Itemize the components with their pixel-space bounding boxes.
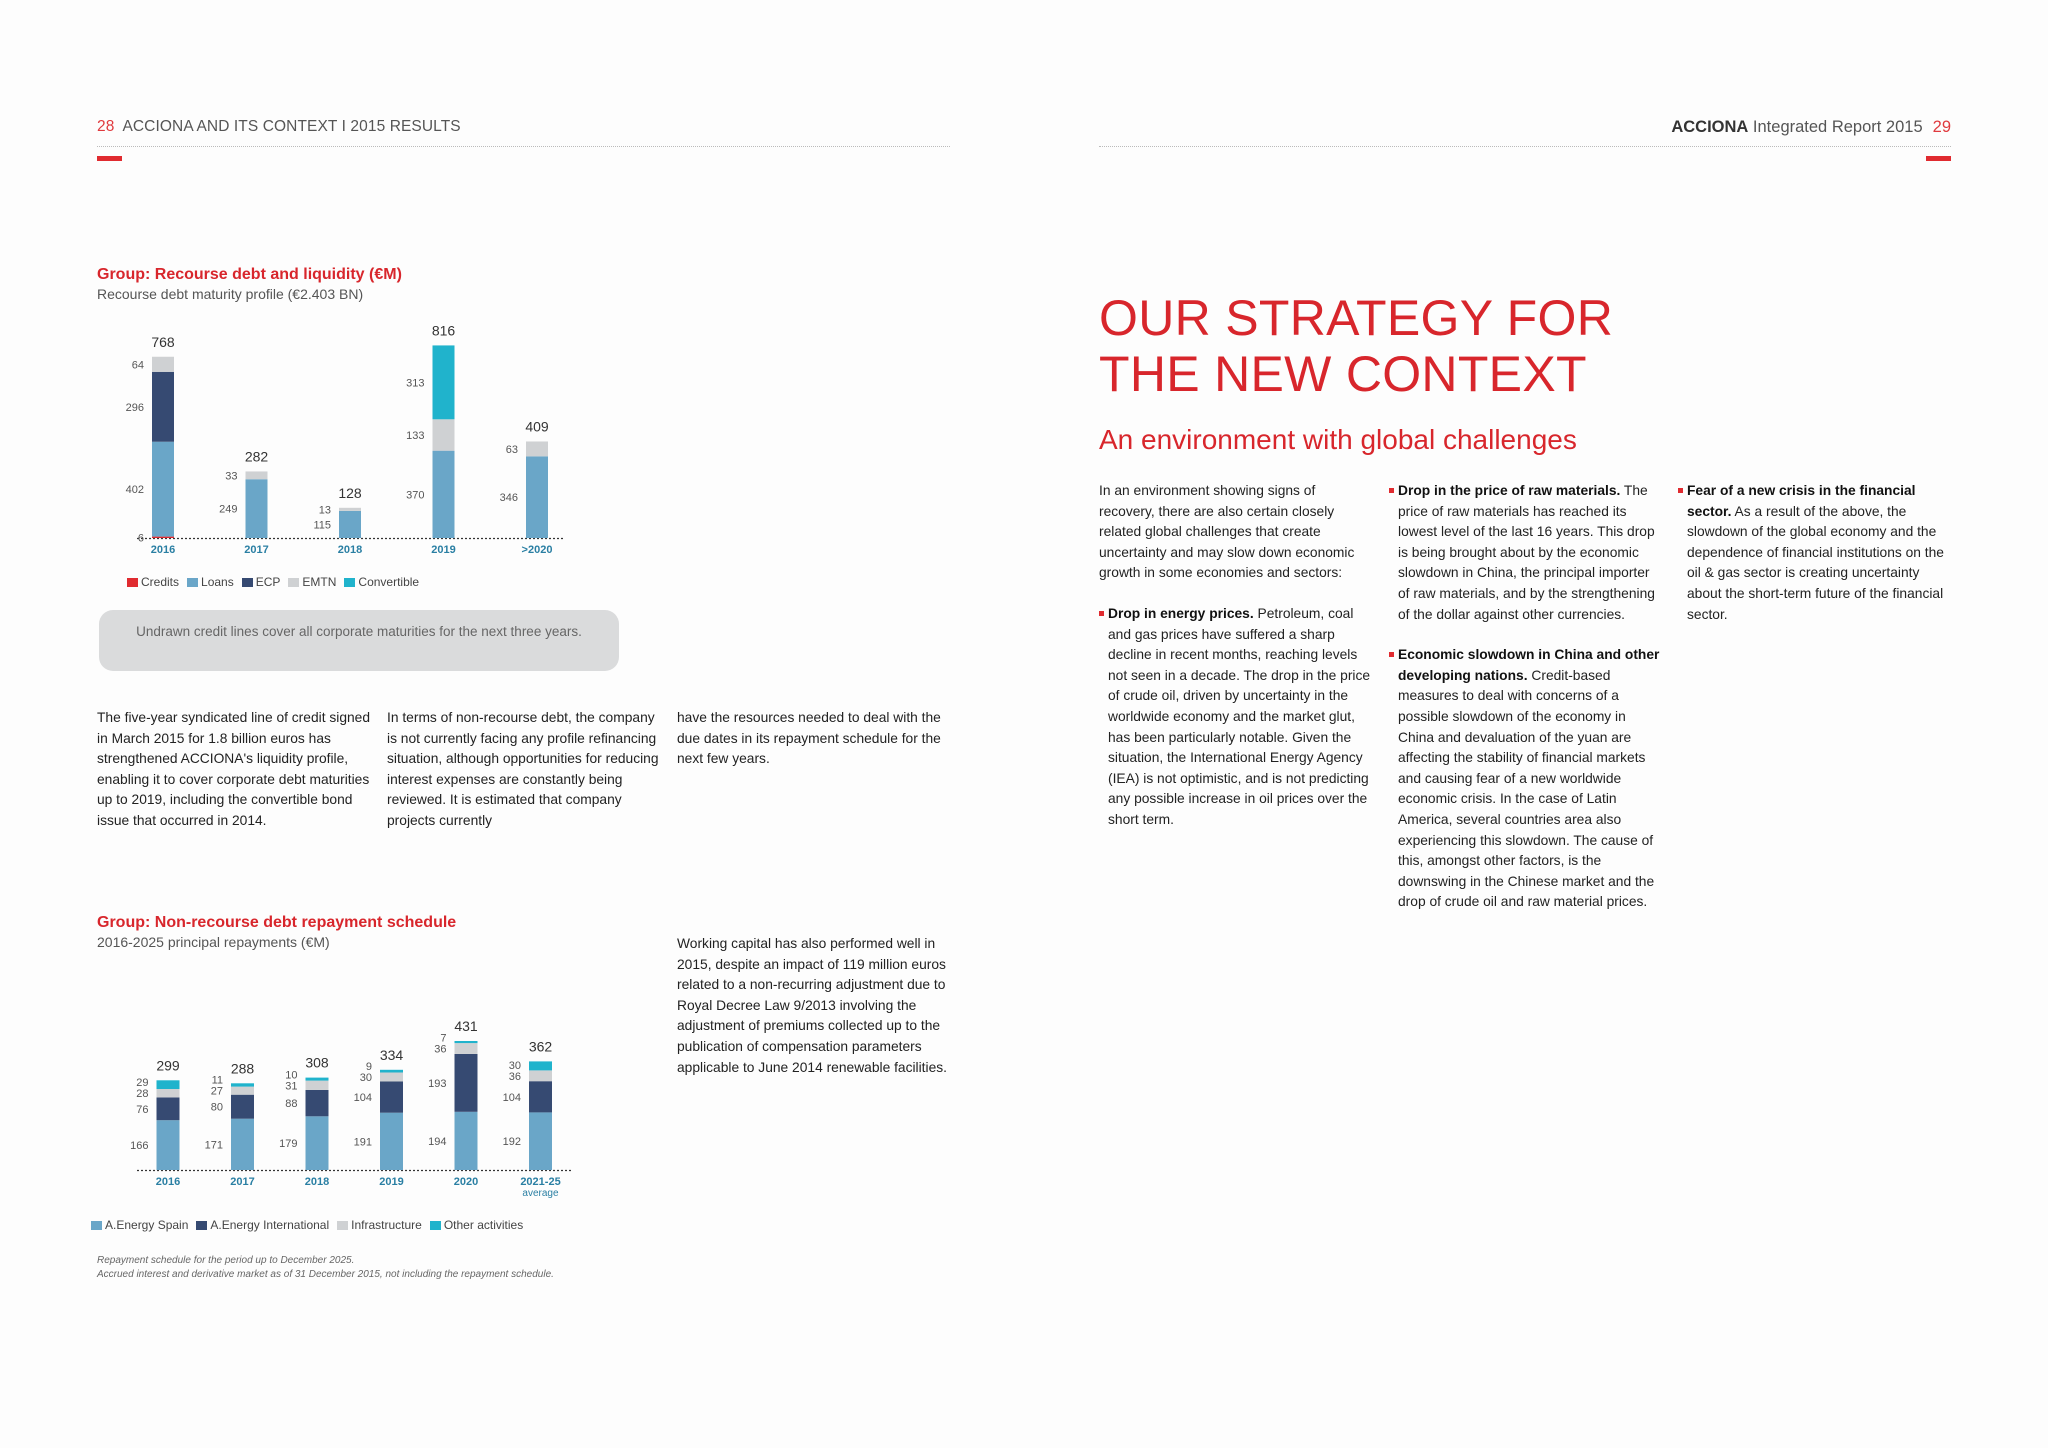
legend-item-a-energy-international (196, 1218, 329, 1232)
bar-segment-emtn (339, 508, 361, 511)
segment-value-label: 11 (211, 1074, 223, 1087)
legend-label: A.Energy International (210, 1218, 330, 1232)
strategy-title-line1: OUR STRATEGY FOR (1099, 290, 1614, 346)
bar-total-label: 334 (379, 1046, 404, 1063)
segment-value-label: 104 (502, 1091, 521, 1104)
right-header-rule (1099, 146, 1951, 147)
chart2-subtitle: 2016-2025 principal repayments (€M) (97, 934, 330, 950)
segment-value-label: 104 (353, 1092, 372, 1105)
bar-segment-a-energy-spain (529, 1112, 552, 1170)
legend-swatch (187, 578, 198, 587)
bullet-financial-crisis-head: Fear of a new crisis in the financial sector. (1687, 483, 1916, 519)
bullet-china-slowdown-text: Credit-based measures to deal with concerns of a possible slowdown of the economy in China and devaluation of the yuan are affecting the stability of financial markets and causing fear of a new worldwide economic crisis. In the case of Latin America, several countries area also experiencing this slowdown. The cause of this, amongst other factors, is the downswing in the Chinese market and the drop of crude oil and raw material prices. (1398, 667, 1655, 910)
segment-value-label: 6 (137, 532, 144, 545)
segment-value-label: 402 (125, 484, 144, 497)
legend-item-other-activities (430, 1218, 523, 1232)
bar-segment-infrastructure (380, 1073, 403, 1082)
bar-segment-a-energy-international (455, 1054, 478, 1112)
bar-segment-loans (246, 479, 268, 538)
segment-value-label: 27 (210, 1085, 223, 1098)
segment-value-label: 179 (279, 1138, 298, 1151)
segment-value-label: 370 (406, 489, 425, 502)
bar-total-label: 409 (525, 418, 549, 435)
bullet-financial-crisis (1678, 481, 1953, 625)
bar-total-label: 431 (454, 1018, 478, 1034)
segment-value-label: 115 (313, 519, 331, 532)
category-label: 2017 (230, 1176, 255, 1188)
bar-total-label: 816 (431, 322, 456, 339)
bar-total-label: 299 (156, 1057, 180, 1074)
segment-value-label: 31 (285, 1080, 298, 1093)
segment-value-label: 29 (136, 1077, 149, 1090)
legend-item-convertible (344, 575, 419, 589)
right-column-1 (1099, 481, 1374, 831)
segment-value-label: 28 (136, 1088, 149, 1101)
bar-segment-a-energy-spain (157, 1120, 180, 1170)
right-page-number: 29 (1932, 118, 1951, 136)
bar-segment-emtn (246, 471, 268, 479)
left-header-rule (97, 146, 950, 147)
legend-label: ECP (255, 575, 281, 589)
left-red-mark (97, 156, 122, 161)
segment-value-label: 313 (406, 377, 425, 390)
legend-swatch (430, 1221, 441, 1230)
footnote-2: Accrued interest and derivative market as of 31 December 2015, not including the repayment schedule. (97, 1269, 554, 1280)
bar-total-label: 288 (230, 1060, 255, 1077)
segment-value-label: 9 (365, 1061, 372, 1073)
segment-value-label: 33 (225, 470, 238, 483)
strategy-subtitle: An environment with global challenges (1099, 424, 1577, 455)
bar-segment-other-activities (380, 1070, 403, 1073)
bar-segment-loans (526, 456, 548, 538)
legend-item-emtn (288, 575, 336, 589)
bar-segment-other-activities (231, 1083, 254, 1086)
chart2-title: Group: Non-recourse debt repayment schedule (97, 914, 457, 931)
recourse-debt-chart (97, 320, 577, 560)
category-label: >2020 (521, 544, 553, 556)
chart1-legend (127, 575, 419, 589)
category-label: 2017 (244, 544, 269, 556)
segment-value-label: 13 (318, 504, 331, 517)
segment-value-label: 166 (130, 1140, 149, 1153)
bullet-energy-prices-text: Petroleum, coal and gas prices have suffered a sharp decline in recent months, reaching levels not seen in a decade. The drop in the price of crude oil, driven by uncertainty in the worldwide economy and the market glut, has been particularly notable. Given the situation, the International Energy Agency (IEA) is not optimistic, and is not predicting any possible increase in oil prices over the short term. (1108, 605, 1371, 827)
segment-value-label: 88 (285, 1098, 298, 1111)
left-column-2: In terms of non-recourse debt, the company is not currently facing any profile refinancing situation, although opportunities for reducing interest expenses are constantly being reviewed. It is estimated that company projects currently (387, 710, 659, 828)
legend-item-infrastructure (337, 1218, 422, 1232)
bar-segment-a-energy-spain (306, 1116, 329, 1170)
legend-swatch (196, 1221, 207, 1230)
segment-value-label: 63 (505, 443, 518, 456)
bar-segment-loans (433, 451, 455, 538)
bar-segment-a-energy-international (306, 1090, 329, 1116)
category-label: 2021-25 (520, 1176, 561, 1188)
intro-paragraph: In an environment showing signs of recovery, there are also certain closely related global challenges that create uncertainty and may slow down economic growth in some economies and sectors: (1099, 483, 1355, 581)
bar-segment-emtn (152, 357, 174, 372)
bar-segment-infrastructure (157, 1089, 180, 1097)
right-page-header (1671, 118, 1951, 137)
category-label: 2019 (431, 544, 456, 556)
bar-segment-other-activities (306, 1078, 329, 1081)
bar-segment-a-energy-spain (455, 1112, 478, 1170)
segment-value-label: 296 (125, 401, 144, 414)
working-capital-text: Working capital has also performed well in 2015, despite an impact of 119 million euros related to a non-recurring adjustment due to Royal Decree Law 9/2013 involving the adjustment of premiums collected up to the publication of compensation parameters applicable to June 2014 renewable facilities. (677, 936, 947, 1075)
legend-swatch (337, 1221, 348, 1230)
bar-segment-infrastructure (529, 1070, 552, 1081)
category-label: 2016 (150, 544, 176, 556)
right-header-brand: ACCIONA (1671, 118, 1749, 136)
bar-segment-a-energy-spain (231, 1119, 254, 1170)
bar-segment-a-energy-international (231, 1095, 254, 1119)
legend-swatch (288, 578, 299, 587)
legend-label: Infrastructure (351, 1218, 422, 1232)
right-column-2 (1389, 481, 1664, 913)
bar-segment-a-energy-spain (380, 1113, 403, 1170)
category-label-line2: average (522, 1188, 559, 1199)
legend-swatch (242, 578, 253, 587)
bullet-energy-prices (1099, 604, 1374, 831)
category-label: 2018 (337, 544, 363, 556)
bar-total-label: 282 (244, 448, 269, 465)
left-header-title: ACCIONA AND ITS CONTEXT I 2015 RESULTS (122, 118, 461, 135)
legend-swatch (344, 578, 355, 587)
segment-value-label: 76 (136, 1103, 149, 1116)
bar-segment-convertible (433, 345, 455, 419)
segment-value-label: 193 (428, 1077, 447, 1090)
legend-swatch (127, 578, 138, 587)
segment-value-label: 10 (285, 1069, 298, 1082)
bar-total-label: 768 (151, 333, 175, 350)
footnote-1: Repayment schedule for the period up to December 2025. (97, 1255, 355, 1266)
segment-value-label: 36 (508, 1070, 521, 1083)
legend-label: Convertible (358, 575, 420, 589)
bullet-raw-materials (1389, 481, 1664, 625)
bar-segment-loans (339, 511, 361, 538)
bar-segment-emtn (433, 419, 455, 450)
chart2-legend (91, 1218, 523, 1232)
segment-value-label: 192 (502, 1136, 521, 1149)
right-red-mark (1926, 156, 1951, 161)
left-page-number: 28 (97, 118, 115, 135)
legend-label: A.Energy Spain (105, 1218, 189, 1232)
category-label: 2019 (379, 1176, 404, 1188)
bullet-energy-prices-head: Drop in energy prices. (1108, 605, 1254, 621)
legend-label: Loans (201, 575, 234, 589)
segment-value-label: 30 (508, 1059, 521, 1072)
footnotes (97, 1254, 554, 1282)
non-recourse-debt-chart (97, 968, 587, 1206)
segment-value-label: 249 (219, 503, 238, 516)
category-label: 2016 (155, 1176, 181, 1188)
undrawn-credit-note: Undrawn credit lines cover all corporate maturities for the next three years. (99, 610, 619, 671)
bar-total-label: 362 (528, 1038, 553, 1055)
category-label: 2018 (304, 1176, 330, 1188)
bullet-raw-materials-head: Drop in the price of raw materials. (1398, 483, 1621, 498)
bullet-china-slowdown-head: Economic slowdown in China and other developing nations. (1398, 647, 1660, 683)
segment-value-label: 30 (359, 1072, 372, 1084)
segment-value-label: 194 (428, 1135, 447, 1148)
bar-segment-emtn (526, 441, 548, 456)
bar-segment-a-energy-international (380, 1082, 403, 1113)
legend-swatch (91, 1221, 102, 1230)
legend-item-loans (187, 575, 234, 589)
right-header-title: Integrated Report 2015 (1752, 118, 1923, 136)
legend-label: Other activities (443, 1218, 524, 1232)
left-column-1: The five-year syndicated line of credit signed in March 2015 for 1.8 billion euros has strengthened ACCIONA's liquidity profile, enabling it to cover corporate debt maturities up to 2019, including the convertible bond issue that occurred in 2014. (97, 710, 371, 828)
bar-segment-other-activities (529, 1061, 552, 1070)
bullet-financial-crisis-text: As a result of the above, the slowdown of the global economy and the dependence of financial institutions on the oil & gas sector is creating uncertainty about the short-term future of the financial sector. (1687, 503, 1944, 622)
segment-value-label: 346 (499, 492, 518, 505)
bar-segment-a-energy-international (529, 1081, 552, 1112)
bullet-raw-materials-text: The price of raw materials has reached its lowest level of the last 16 years. This drop is being brought about by the economic slowdown in China, the principal importer of raw materials, and by the strengthening of the dollar against other currencies. (1398, 483, 1655, 622)
strategy-title (1099, 290, 1613, 402)
bar-segment-other-activities (157, 1080, 180, 1089)
segment-value-label: 64 (131, 359, 144, 372)
bar-segment-infrastructure (306, 1081, 329, 1090)
segment-value-label: 191 (353, 1136, 372, 1149)
bar-segment-a-energy-international (157, 1097, 180, 1120)
bar-total-label: 308 (305, 1054, 329, 1071)
bar-segment-infrastructure (231, 1087, 254, 1095)
segment-value-label: 7 (440, 1032, 447, 1045)
legend-item-a-energy-spain (91, 1218, 188, 1232)
legend-label: Credits (141, 575, 180, 589)
left-column-3: have the resources needed to deal with the due dates in its repayment schedule for the next few years. (677, 710, 941, 767)
bar-segment-loans (152, 442, 174, 537)
bar-segment-other-activities (455, 1041, 478, 1043)
chart1-subtitle: Recourse debt maturity profile (€2.403 BN) (97, 286, 364, 302)
bar-segment-ecp (152, 372, 174, 442)
chart1-title: Group: Recourse debt and liquidity (€M) (97, 266, 402, 283)
legend-item-credits (127, 575, 179, 589)
category-label: 2020 (453, 1176, 479, 1188)
bar-segment-infrastructure (455, 1043, 478, 1054)
segment-value-label: 36 (434, 1043, 447, 1056)
segment-value-label: 171 (204, 1139, 223, 1152)
strategy-title-line2: THE NEW CONTEXT (1099, 346, 1587, 402)
legend-item-ecp (242, 575, 281, 589)
legend-label: EMTN (302, 575, 337, 589)
left-page-header (97, 118, 461, 136)
segment-value-label: 133 (406, 429, 425, 442)
bar-total-label: 128 (338, 484, 362, 501)
right-column-3 (1678, 481, 1953, 625)
bullet-china-slowdown (1389, 645, 1664, 913)
bar-segment-credits (152, 537, 174, 538)
segment-value-label: 80 (210, 1101, 223, 1114)
